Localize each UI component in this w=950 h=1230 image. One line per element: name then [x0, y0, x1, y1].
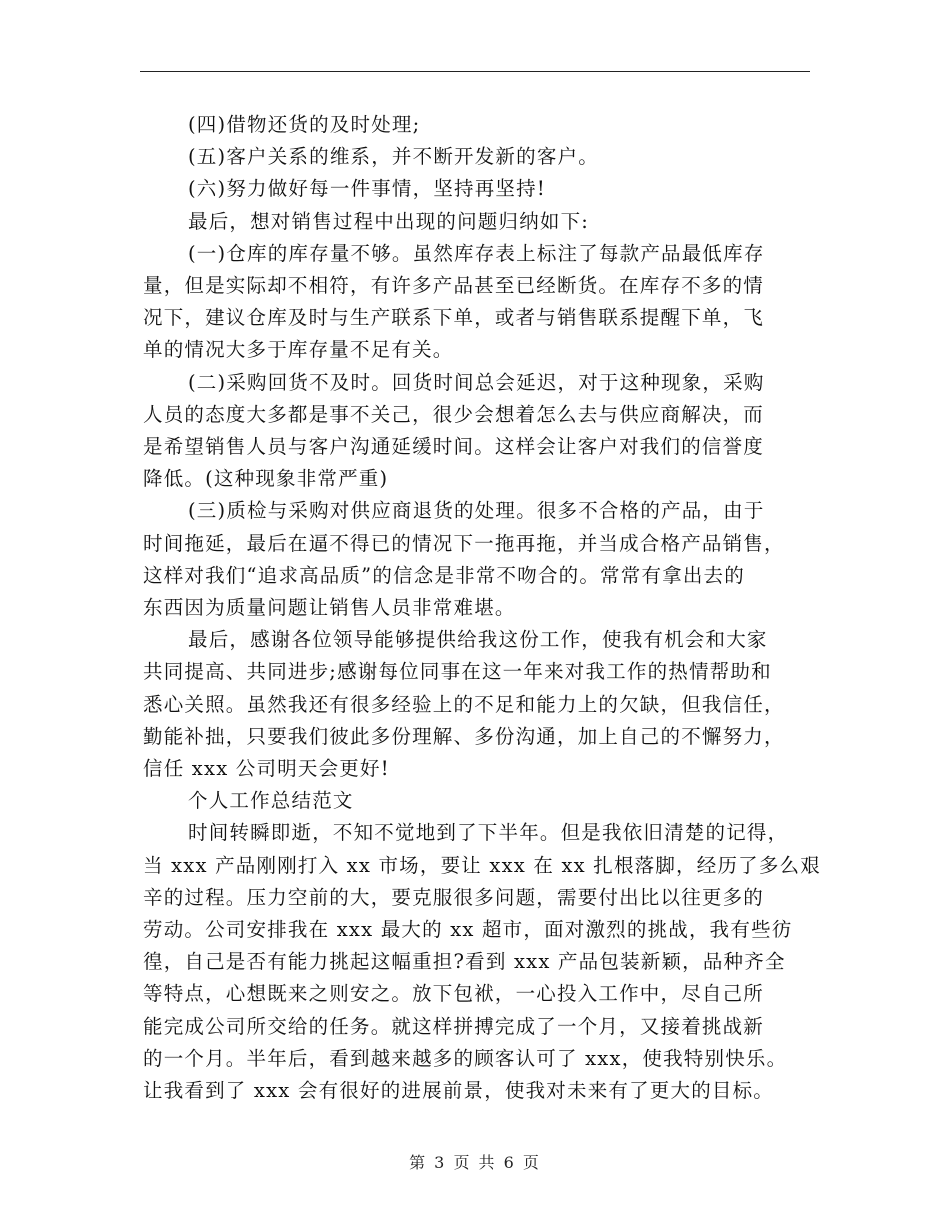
text-line: 最后，想对销售过程中出现的问题归纳如下:	[188, 209, 590, 233]
text-line: 辛的过程。压力空前的大，要克服很多问题，需要付出比以往更多的	[143, 885, 765, 909]
text-line: (五)客户关系的维系，并不断开发新的客户。	[188, 145, 599, 169]
text-line: 量，但是实际却不相符，有许多产品甚至已经断货。在库存不多的情	[143, 274, 765, 298]
text-line: 共同提高、共同进步;感谢每位同事在这一年来对我工作的热情帮助和	[143, 660, 772, 684]
text-line: 东西因为质量问题让销售人员非常难堪。	[143, 596, 516, 620]
text-line: 悉心关照。虽然我还有很多经验上的不足和能力上的欠缺，但我信任，	[143, 692, 785, 716]
text-line: 等特点，心想既来之则安之。放下包袱，一心投入工作中，尽自己所	[143, 982, 765, 1006]
text-line: 的一个月。半年后，看到越来越多的顾客认可了 xxx，使我特别快乐。	[143, 1046, 788, 1070]
paragraph	[143, 206, 808, 238]
text-line: 能完成公司所交给的任务。就这样拼搏完成了一个月，又接着挑战新	[143, 1014, 765, 1038]
paragraph	[143, 367, 808, 496]
text-line: 是希望销售人员与客户沟通延缓时间。这样会让客户对我们的信誉度	[143, 435, 765, 459]
text-line: 劳动。公司安排我在 xxx 最大的 xx 超市，面对激烈的挑战，我有些彷	[143, 918, 793, 942]
text-line: 况下，建议仓库及时与生产联系下单，或者与销售联系提醒下单，飞	[143, 306, 765, 330]
paragraph	[143, 238, 808, 367]
text-line: 时间拖延，最后在逼不得已的情况下一拖再拖，并当成合格产品销售，	[143, 531, 785, 555]
text-line: 勤能补拙，只要我们彼此多份理解、多份沟通，加上自己的不懈努力，	[143, 724, 785, 748]
page-number: 第 3 页 共 6 页	[409, 1153, 541, 1172]
text-line: 让我看到了 xxx 会有很好的进展前景，使我对未来有了更大的目标。	[143, 1079, 774, 1103]
text-line: 降低。(这种现象非常严重)	[143, 467, 389, 491]
text-line: (二)采购回货不及时。回货时间总会延迟，对于这种现象，采购	[188, 370, 765, 394]
text-line: 信任 xxx 公司明天会更好!	[143, 757, 390, 781]
text-line: (六)努力做好每一件事情，坚持再坚持!	[188, 177, 546, 201]
header-rule	[140, 71, 810, 72]
paragraph	[143, 495, 808, 624]
paragraph	[143, 624, 808, 785]
text-line: 这样对我们“追求高品质”的信念是非常不吻合的。常常有拿出去的	[143, 563, 745, 587]
text-line: (三)质检与采购对供应商退货的处理。很多不合格的产品，由于	[188, 499, 765, 523]
text-line: 最后，感谢各位领导能够提供给我这份工作，使我有机会和大家	[188, 628, 768, 652]
paragraph	[143, 785, 808, 817]
paragraph	[143, 109, 808, 141]
paragraph	[143, 817, 821, 1107]
text-line: 时间转瞬即逝，不知不觉地到了下半年。但是我依旧清楚的记得，	[188, 821, 789, 845]
text-line: 人员的态度大多都是事不关己，很少会想着怎么去与供应商解决，而	[143, 402, 765, 426]
text-line: 单的情况大多于库存量不足有关。	[143, 338, 454, 362]
paragraph	[143, 141, 808, 173]
paragraph	[143, 173, 808, 205]
text-line: 个人工作总结范文	[188, 789, 354, 813]
text-line: 徨，自己是否有能力挑起这幅重担?看到 xxx 产品包装新颖，品种齐全	[143, 950, 786, 974]
text-line: 当 xxx 产品刚刚打入 xx 市场，要让 xxx 在 xx 扎根落脚，经历了多么艰	[143, 853, 821, 877]
text-line: (四)借物还货的及时处理;	[188, 113, 421, 136]
document-body	[143, 109, 821, 1107]
text-line: (一)仓库的库存量不够。虽然库存表上标注了每款产品最低库存	[188, 241, 765, 265]
